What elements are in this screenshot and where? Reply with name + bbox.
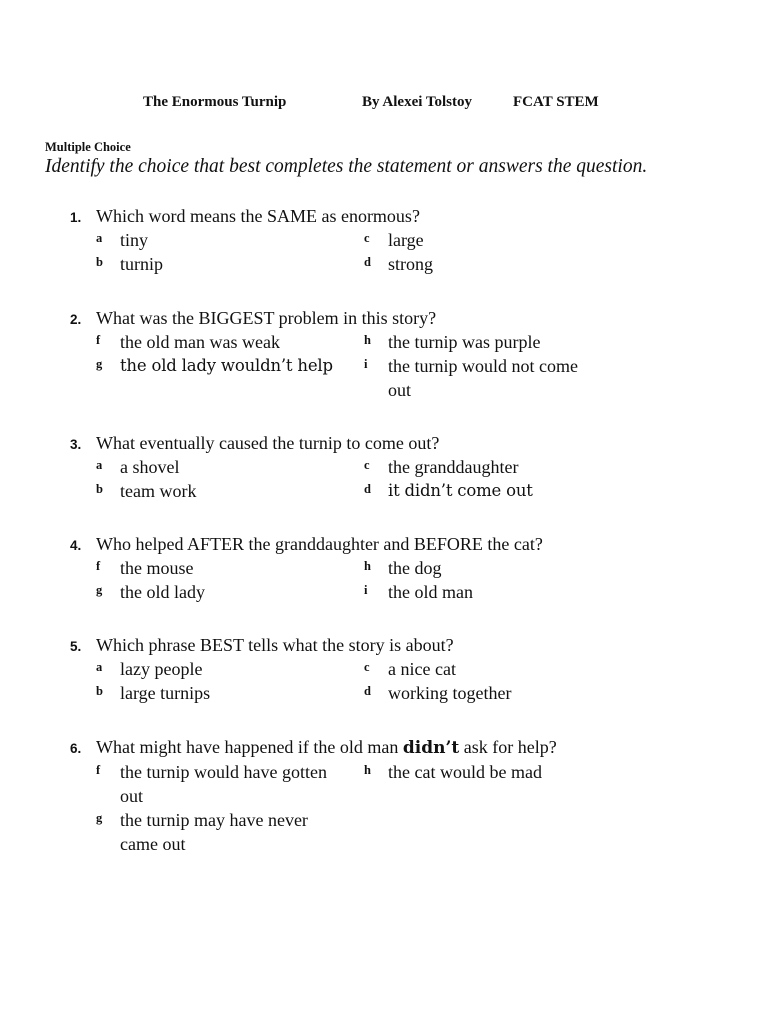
choice-text: a nice cat xyxy=(388,659,456,679)
question-1 xyxy=(70,204,670,274)
choice-text: team work xyxy=(120,481,197,501)
choice-letter: b xyxy=(96,482,103,496)
choice-letter: f xyxy=(96,763,101,777)
choice-text: the turnip would not come out xyxy=(388,356,578,400)
choice-b[interactable] xyxy=(96,252,336,276)
question-number: 2. xyxy=(70,312,82,327)
choice-letter: a xyxy=(96,458,103,472)
choice-text: the old lady wouldn’t help xyxy=(120,356,333,375)
choice-g[interactable] xyxy=(96,808,336,856)
choice-text: it didn’t come out xyxy=(388,481,533,500)
question-text: Who helped AFTER the granddaughter and BEFORE the cat? xyxy=(96,534,543,554)
choice-a[interactable] xyxy=(96,228,336,252)
question-text-emphasis: didn’t xyxy=(402,738,460,758)
choice-i[interactable] xyxy=(364,354,604,402)
question-number: 1. xyxy=(70,210,82,225)
choice-text: the old lady xyxy=(120,582,205,602)
question-text-before: What might have happened if the old man xyxy=(96,737,403,757)
section-label: Multiple Choice xyxy=(45,140,131,154)
choice-text: the granddaughter xyxy=(388,457,519,477)
choice-letter: h xyxy=(364,333,371,347)
choice-text: a shovel xyxy=(120,457,180,477)
choice-f[interactable] xyxy=(96,556,336,580)
question-text xyxy=(96,735,670,760)
choice-text: the dog xyxy=(388,558,442,578)
choice-h[interactable] xyxy=(364,556,604,580)
question-2 xyxy=(70,306,670,400)
choice-letter: h xyxy=(364,559,371,573)
choice-letter: g xyxy=(96,811,103,825)
choice-letter: f xyxy=(96,559,101,573)
choice-c[interactable] xyxy=(364,657,604,681)
choice-text: the turnip may have never came out xyxy=(120,810,308,854)
question-text-after: ask for help? xyxy=(459,737,557,757)
choice-letter: d xyxy=(364,255,371,269)
choice-text: the cat would be mad xyxy=(388,762,542,782)
choice-letter: c xyxy=(364,660,370,674)
choice-a[interactable] xyxy=(96,657,336,681)
choice-text: the turnip would have gotten out xyxy=(120,762,327,806)
question-3 xyxy=(70,431,670,501)
choice-letter: d xyxy=(364,482,371,496)
question-5 xyxy=(70,633,670,703)
choice-letter: b xyxy=(96,684,103,698)
choice-h[interactable] xyxy=(364,330,604,354)
choice-c[interactable] xyxy=(364,228,604,252)
instructions: Identify the choice that best completes the statement or answers the question. xyxy=(45,156,648,177)
question-6 xyxy=(70,735,670,854)
choice-f[interactable] xyxy=(96,330,336,354)
choice-letter: c xyxy=(364,231,370,245)
choice-text: working together xyxy=(388,683,512,703)
choice-g[interactable] xyxy=(96,354,336,378)
choice-text: the mouse xyxy=(120,558,194,578)
question-text: Which word means the SAME as enormous? xyxy=(96,206,420,226)
choice-b[interactable] xyxy=(96,479,336,503)
choice-c[interactable] xyxy=(364,455,604,479)
question-number: 4. xyxy=(70,538,82,553)
choice-text: strong xyxy=(388,254,433,274)
choice-g[interactable] xyxy=(96,580,336,604)
choice-letter: c xyxy=(364,458,370,472)
choice-d[interactable] xyxy=(364,479,604,503)
choice-letter: a xyxy=(96,231,103,245)
choice-b[interactable] xyxy=(96,681,336,705)
question-number: 6. xyxy=(70,741,82,756)
choice-f[interactable] xyxy=(96,760,336,808)
question-number: 3. xyxy=(70,437,82,452)
story-title: The Enormous Turnip xyxy=(143,94,287,110)
question-4 xyxy=(70,532,670,602)
question-number: 5. xyxy=(70,639,82,654)
choice-letter: d xyxy=(364,684,371,698)
choice-d[interactable] xyxy=(364,252,604,276)
choice-a[interactable] xyxy=(96,455,336,479)
test-subject: FCAT STEM xyxy=(513,94,599,110)
choice-d[interactable] xyxy=(364,681,604,705)
choice-letter: g xyxy=(96,583,103,597)
question-text: What was the BIGGEST problem in this story? xyxy=(96,308,437,328)
choice-text: the old man xyxy=(388,582,473,602)
choice-letter: a xyxy=(96,660,103,674)
story-author: By Alexei Tolstoy xyxy=(362,94,473,110)
choice-letter: g xyxy=(96,357,103,371)
choice-text: large xyxy=(388,230,424,250)
choice-text: large turnips xyxy=(120,683,211,703)
choice-text: tiny xyxy=(120,230,149,250)
choice-text: the turnip was purple xyxy=(388,332,541,352)
choice-letter: f xyxy=(96,333,101,347)
choice-h[interactable] xyxy=(364,760,604,784)
question-text: What eventually caused the turnip to come out? xyxy=(96,433,440,453)
choice-i[interactable] xyxy=(364,580,604,604)
choice-letter: i xyxy=(364,357,368,371)
choice-text: lazy people xyxy=(120,659,203,679)
choice-text: the old man was weak xyxy=(120,332,280,352)
question-text: Which phrase BEST tells what the story is about? xyxy=(96,635,454,655)
choice-letter: i xyxy=(364,583,368,597)
choice-text: turnip xyxy=(120,254,163,274)
choice-letter: h xyxy=(364,763,371,777)
choice-letter: b xyxy=(96,255,103,269)
